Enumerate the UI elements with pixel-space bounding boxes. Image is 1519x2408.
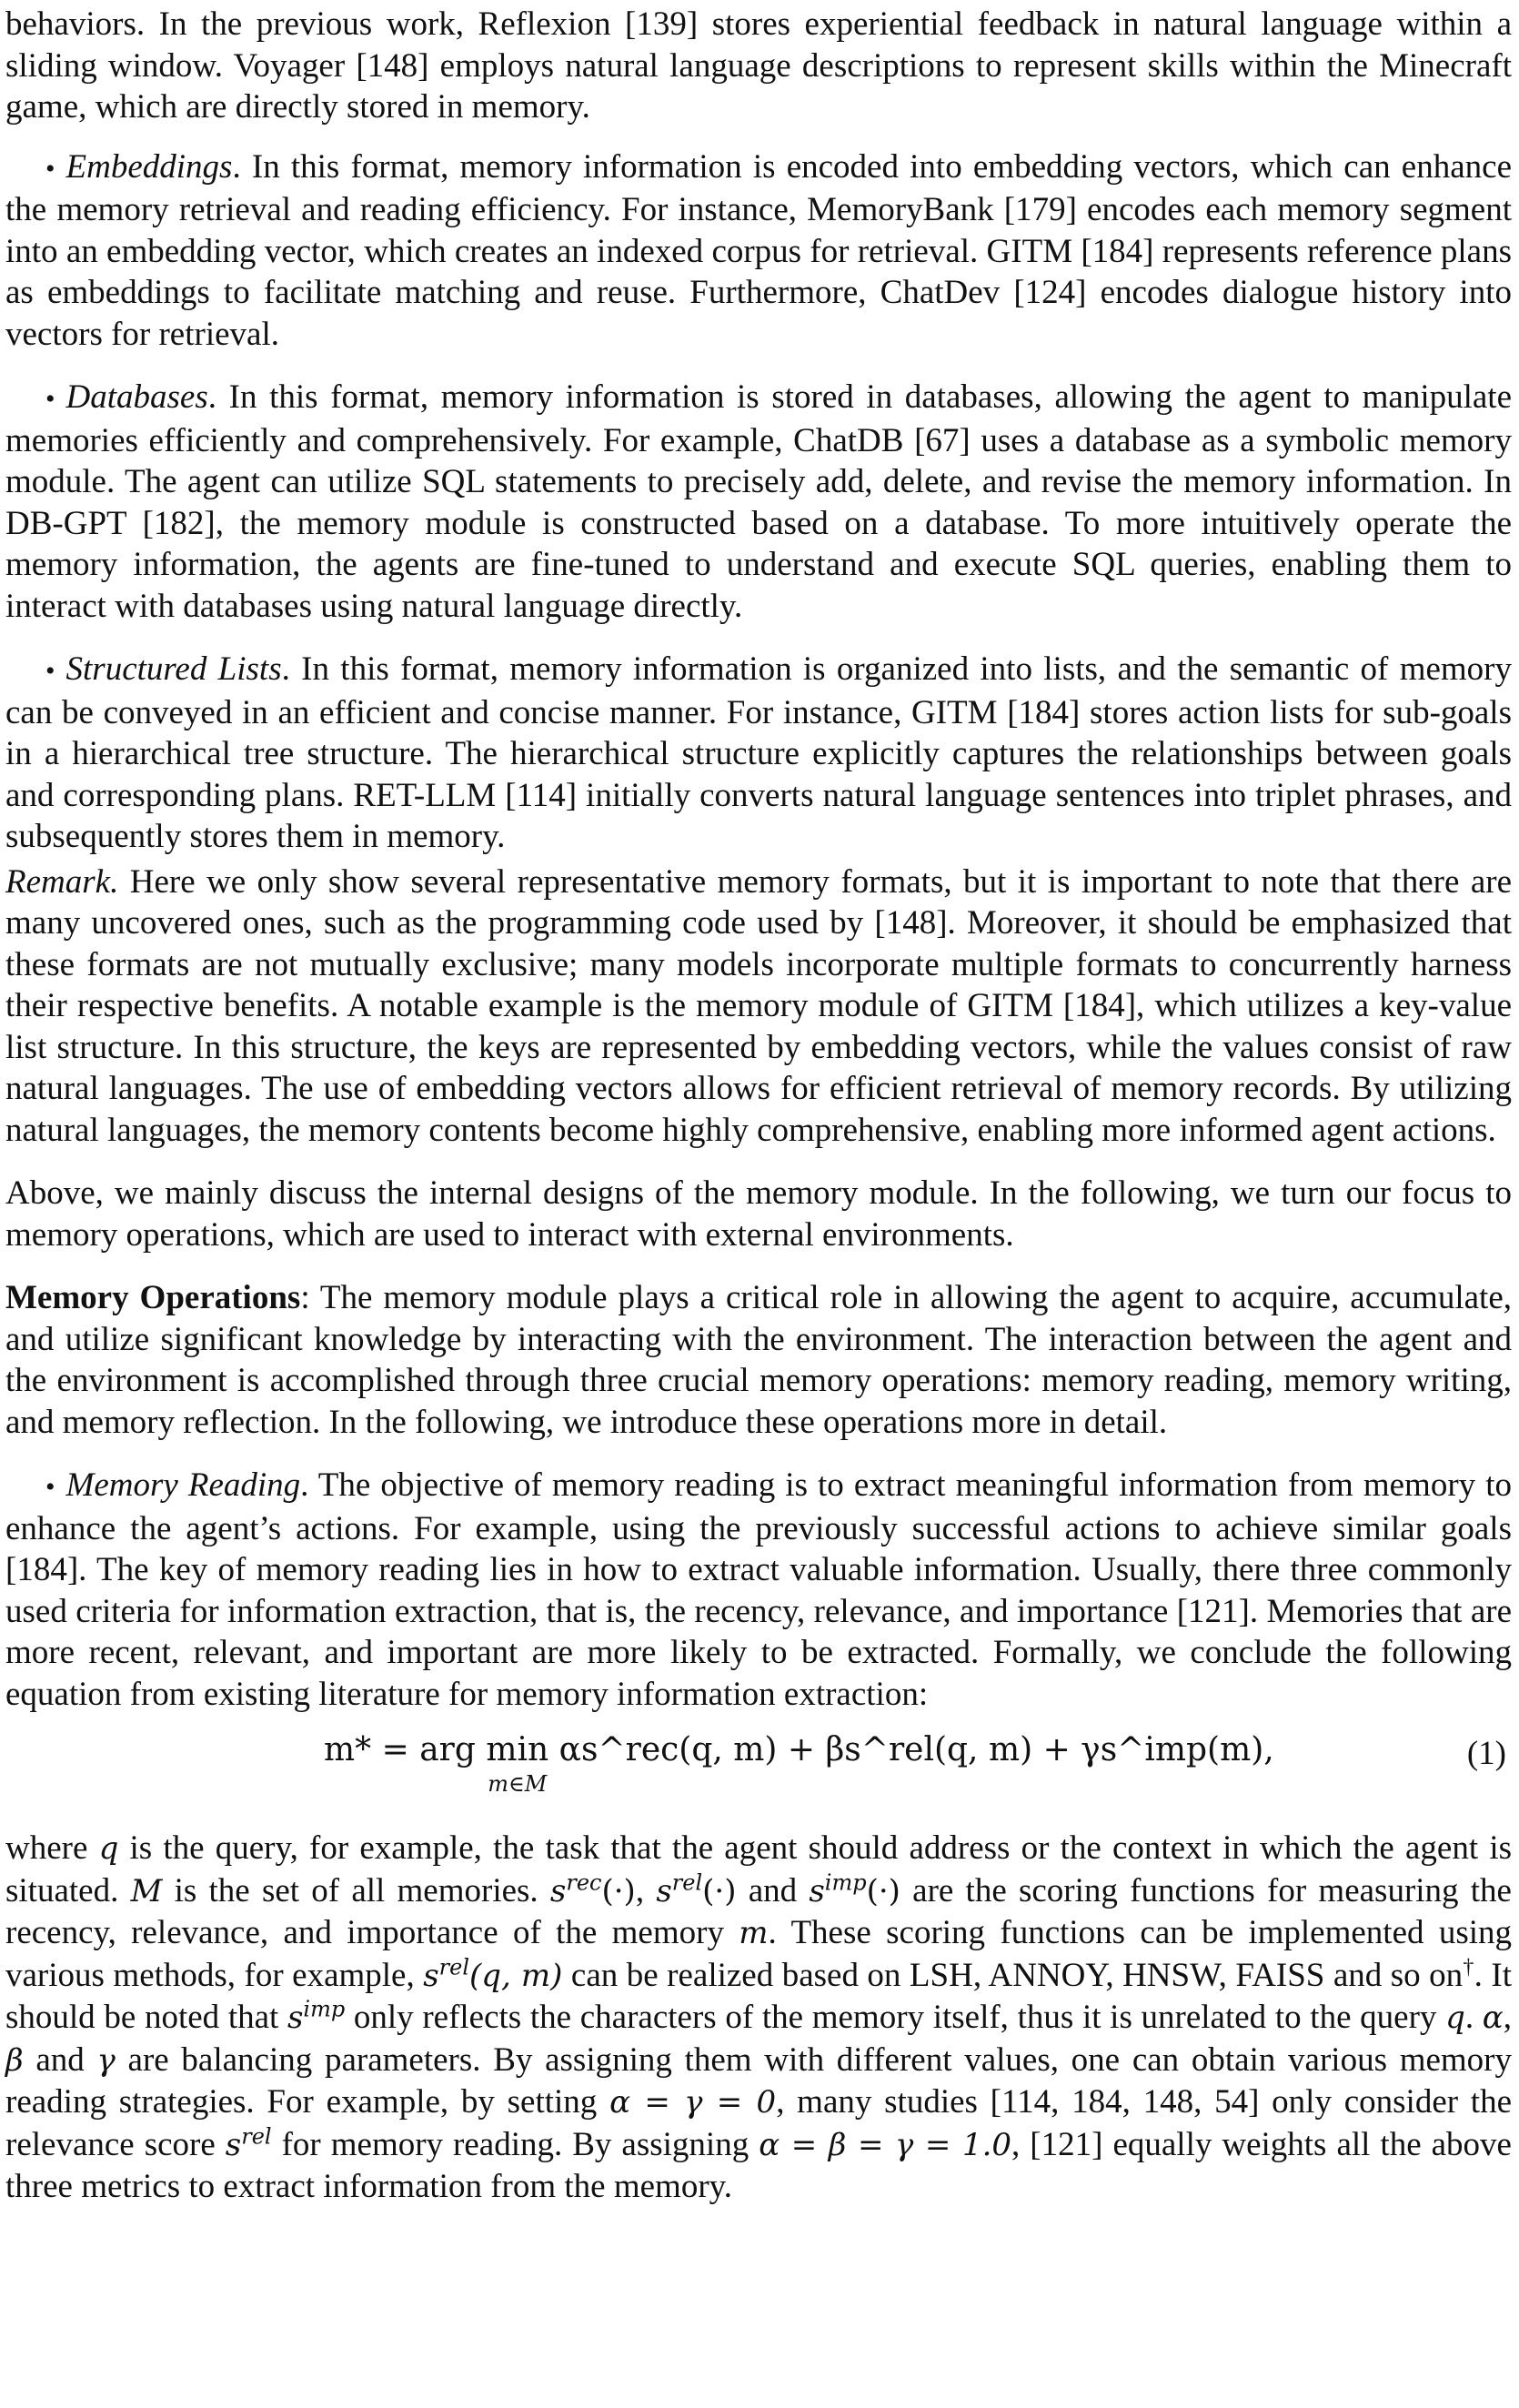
paragraph-natural-language: behaviors. In the previous work, Reflexion [139] stores experiential feedback in natural language within a sliding window. Voyager [148] employs natural language descriptions to represent skills within the Minecraft game, which are directly stored in memory. [5, 5, 1512, 126]
remark-label: Remark. [5, 862, 119, 901]
math-equal-weights: α = β = γ = 1.0 [759, 2126, 1012, 2163]
math-m: m [739, 1915, 769, 1951]
text-span: and [23, 2040, 97, 2079]
remark-text: Here we only show several representative memory formats, but it is important to note that there are many uncovered ones, such as the programming code used by [148]. Moreover, it should be emphasized that these formats are not mutually exclusive; many models incorporate multiple formats to concurrently harness their respective benefits. A notable example is the memory module of GITM [184], which utilizes a key-value list structure. In this structure, the keys are represented by embedding vectors, while the values consist of raw natural languages. The use of embedding vectors allows for efficient retrieval of memory records. By utilizing natural languages, the memory contents become highly comprehensive, enabling more informed agent actions. [5, 862, 1512, 1149]
text-span: for memory reading. By assigning [271, 2125, 760, 2163]
memory-operations-text: : The memory module plays a critical role in allowing the agent to acquire, accumulate, and utilize significant knowledge by interacting with the environment. The interaction between the agent and the environment is accomplished through three crucial memory operations: memory reading, memory writing, and memory reflection. In the following, we introduce these operations more in detail. [5, 1279, 1512, 1441]
remark-paragraph [5, 861, 1512, 1152]
memory-reading-text: . The objective of memory reading is to extract meaningful information from memory to enhance the agent’s actions. For example, using the previously successful actions to achieve similar goals [184]. The key of memory reading lies in how to extract valuable information. Usually, there three commonly used criteria for information extraction, that is, the recency, relevance, and importance [121]. Memories that are more recent, relevant, and important are more likely to be extracted. Formally, we conclude the following equation from existing literature for memory information extraction: [5, 1466, 1512, 1713]
math-q: q [98, 1830, 119, 1867]
math-beta: β [5, 2041, 24, 2079]
lists-text: . In this format, memory information is organized into lists, and the semantic of memory can be conveyed in an efficient and concise manner. For instance, GITM [184] stores action lists for sub-goals in a hierarchical tree structure. The hierarchical structure explicitly captures the relationships between goals and corresponding plans. RET-LLM [114] initially converts natural language sentences into triplet phrases, and subsequently stores them in memory. [5, 650, 1512, 855]
math-q: q [1445, 2000, 1465, 2036]
text-span: , [635, 1871, 657, 1909]
text-span: is the query, for example, the task that the agent should address or the context in which the agent is situated. [5, 1829, 1512, 1909]
min-subscript: m∈M [488, 1770, 548, 1797]
math-M: M [130, 1872, 163, 1909]
math-srel-qm: $s^{rel}(q$, m) [423, 1954, 563, 1994]
text-span: . These scoring functions can be implemented using various methods, for example, [5, 1914, 1512, 1994]
text-span: are balancing parameters. By assigning them with different values, one can obtain various memory reading strategies. For example, by setting [5, 2040, 1512, 2121]
bullet-memory-reading [5, 1465, 1512, 1715]
text-span: can be realized based on LSH, ANNOY, HNSW, FAISS and so on [562, 1956, 1464, 1994]
bullet-embeddings [5, 146, 1512, 356]
transition-paragraph: Above, we mainly discuss the internal designs of the memory module. In the following, we turn our focus to memory operations, which are used to interact with external environments. [5, 1174, 1512, 1254]
embeddings-text: . In this format, memory information is encoded into embedding vectors, which can enhance the memory retrieval and reading efficiency. For instance, MemoryBank [179] encodes each memory segment into an embedding vector, which creates an indexed corpus for retrieval. GITM [184] represents reference plans as embeddings to facilitate matching and reuse. Furthermore, ChatDev [124] encodes dialogue history into vectors for retrieval. [5, 147, 1512, 353]
math-srec: $s^{rec}(\cdot)$ [549, 1869, 636, 1909]
databases-label: Databases [65, 378, 208, 416]
bullet-icon: • [45, 656, 55, 686]
text-span: , [121] equally weights all the above three metrics to extract information from the memory. [5, 2125, 1512, 2205]
memory-reading-label: Memory Reading [65, 1466, 301, 1504]
text-span: and [736, 1871, 810, 1909]
memory-operations-heading: Memory Operations [5, 1279, 301, 1316]
bullet-structured-lists [5, 649, 1512, 858]
text-span: , many studies [114, 184, 148, 54] only consider the relevance score [5, 2083, 1513, 2163]
text-span: only reflects the characters of the memory itself, thus it is unrelated to the query [345, 1999, 1446, 2036]
text-span: where [5, 1829, 99, 1867]
equation-1 [5, 1724, 1512, 1815]
math-simp-bare: $s^{imp}$ [287, 1996, 346, 2036]
argmin-operator [486, 1729, 548, 1797]
databases-text: . In this format, memory information is stored in databases, allowing the agent to manipulate memories efficiently and comprehensively. For example, ChatDB [67] uses a database as a symbolic memory module. The agent can utilize SQL statements to precisely add, delete, and revise the memory information. In DB-GPT [182], the memory module is constructed based on a database. To more intuitively operate the memory information, the agents are fine-tuned to understand and execute SQL queries, enabling them to interact with databases using natural language directly. [5, 378, 1512, 625]
bullet-icon: • [45, 1472, 55, 1502]
dagger-footnote-marker: † [1463, 1955, 1474, 1980]
math-gamma: γ [96, 2041, 116, 2079]
math-srel-bare: $s^{rel}$ [225, 2123, 272, 2163]
equation-explanation [5, 1828, 1512, 2208]
embeddings-label: Embeddings [65, 147, 233, 186]
bullet-icon: • [45, 384, 55, 414]
math-simp: $s^{imp}(\cdot)$ [809, 1869, 900, 1909]
min-word: min [486, 1731, 549, 1768]
equation-lhs: m* = arg [324, 1731, 476, 1768]
text-span: is the set of all memories. [162, 1871, 550, 1909]
equation-body [324, 1729, 1274, 1797]
text-span: , [1503, 1999, 1512, 2036]
bullet-databases [5, 377, 1512, 627]
math-srel: $s^{rel}(\cdot)$ [656, 1869, 737, 1909]
text-span: . [1464, 1999, 1483, 2036]
memory-operations-paragraph [5, 1277, 1512, 1443]
math-alpha: α [1482, 2000, 1504, 2036]
equation-number: (1) [1466, 1735, 1506, 1772]
text-span: are the scoring functions for measuring the recency, relevance, and importance of the memory [5, 1871, 1512, 1951]
math-alpha-gamma-zero: α = γ = 0 [609, 2084, 777, 2121]
bullet-icon: • [45, 153, 55, 184]
lists-label: Structured Lists [65, 650, 282, 688]
text-span: . It should be noted that [5, 1956, 1512, 2036]
equation-rhs: αs^rec(q, m) + βs^rel(q, m) + γs^imp(m), [558, 1731, 1274, 1768]
